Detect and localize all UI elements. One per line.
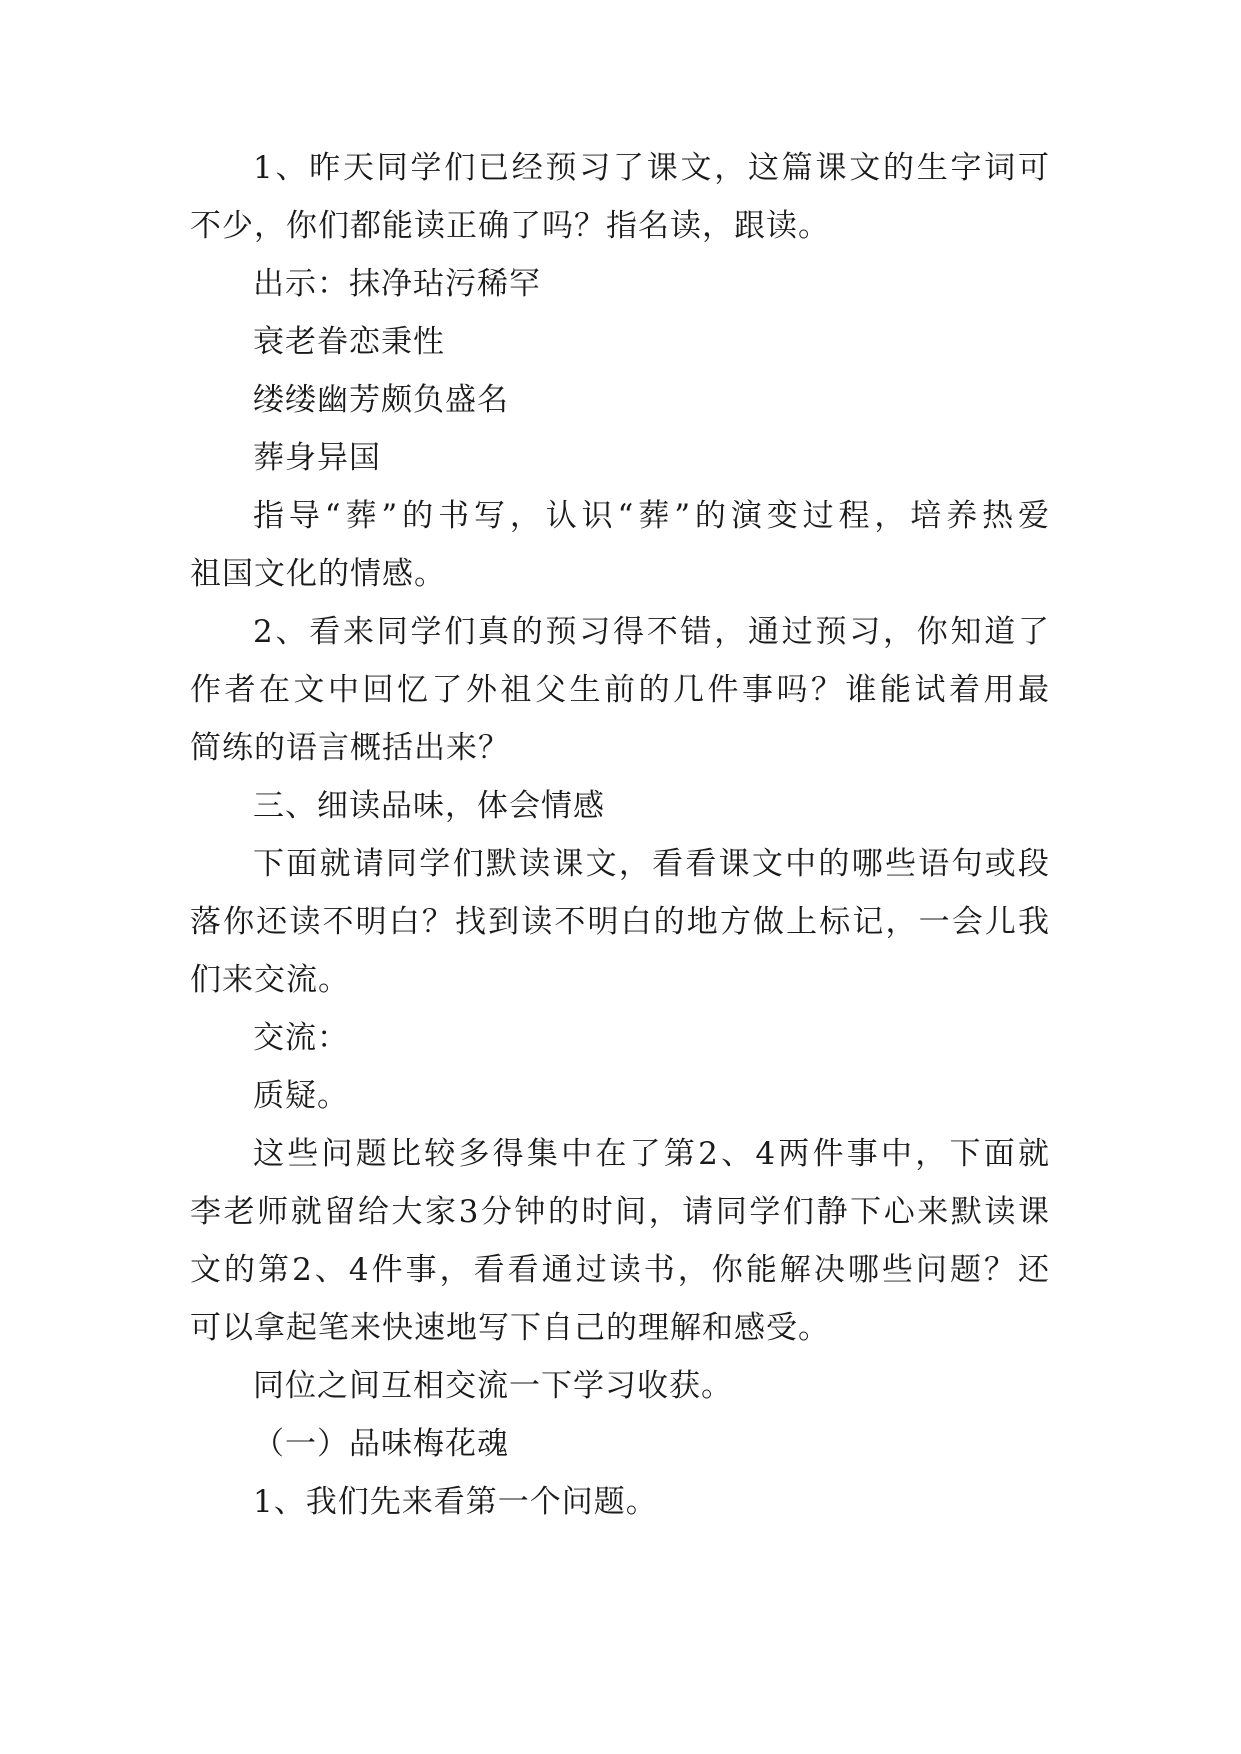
paragraph-line: 落你还读不明白？找到读不明白的地方做上标记，一会儿我	[190, 904, 1050, 940]
paragraph-line: 祖国文化的情感。	[190, 556, 446, 592]
paragraph-line: 这些问题比较多得集中在了第2、4两件事中，下面就	[253, 1136, 1050, 1172]
paragraph-line: 李老师就留给大家3分钟的时间，请同学们静下心来默读课	[190, 1194, 1050, 1230]
paragraph-line: 作者在文中回忆了外祖父生前的几件事吗？谁能试着用最	[190, 672, 1050, 708]
paragraph-line: 不少，你们都能读正确了吗？指名读，跟读。	[190, 208, 830, 244]
paragraph-line: 1、我们先来看第一个问题。	[253, 1484, 658, 1520]
subsection-heading: （一）品味梅花魂	[253, 1426, 509, 1462]
paragraph-line: 下面就请同学们默读课文，看看课文中的哪些语句或段	[253, 846, 1050, 882]
paragraph-line: 可以拿起笔来快速地写下自己的理解和感受。	[190, 1310, 830, 1346]
paragraph-line: 衰老眷恋秉性	[253, 324, 445, 360]
paragraph-line: 葬身异国	[253, 440, 381, 476]
paragraph-line: 简练的语言概括出来？	[190, 730, 510, 766]
paragraph-line: 交流：	[253, 1020, 349, 1056]
paragraph-line: 2、看来同学们真的预习得不错，通过预习，你知道了	[253, 614, 1050, 650]
section-heading: 三、细读品味，体会情感	[253, 788, 605, 824]
paragraph-line: 指导“葬”的书写，认识“葬”的演变过程，培养热爱	[253, 498, 1050, 534]
paragraph-line: 缕缕幽芳颇负盛名	[253, 382, 509, 418]
paragraph-line: 文的第2、4件事，看看通过读书，你能解决哪些问题？还	[190, 1252, 1050, 1288]
paragraph-line: 出示：抹净玷污稀罕	[253, 266, 541, 302]
paragraph-line: 质疑。	[253, 1078, 349, 1114]
paragraph-line: 们来交流。	[190, 962, 350, 998]
paragraph-line: 1、昨天同学们已经预习了课文，这篇课文的生字词可	[253, 150, 1050, 186]
paragraph-line: 同位之间互相交流一下学习收获。	[253, 1368, 733, 1404]
